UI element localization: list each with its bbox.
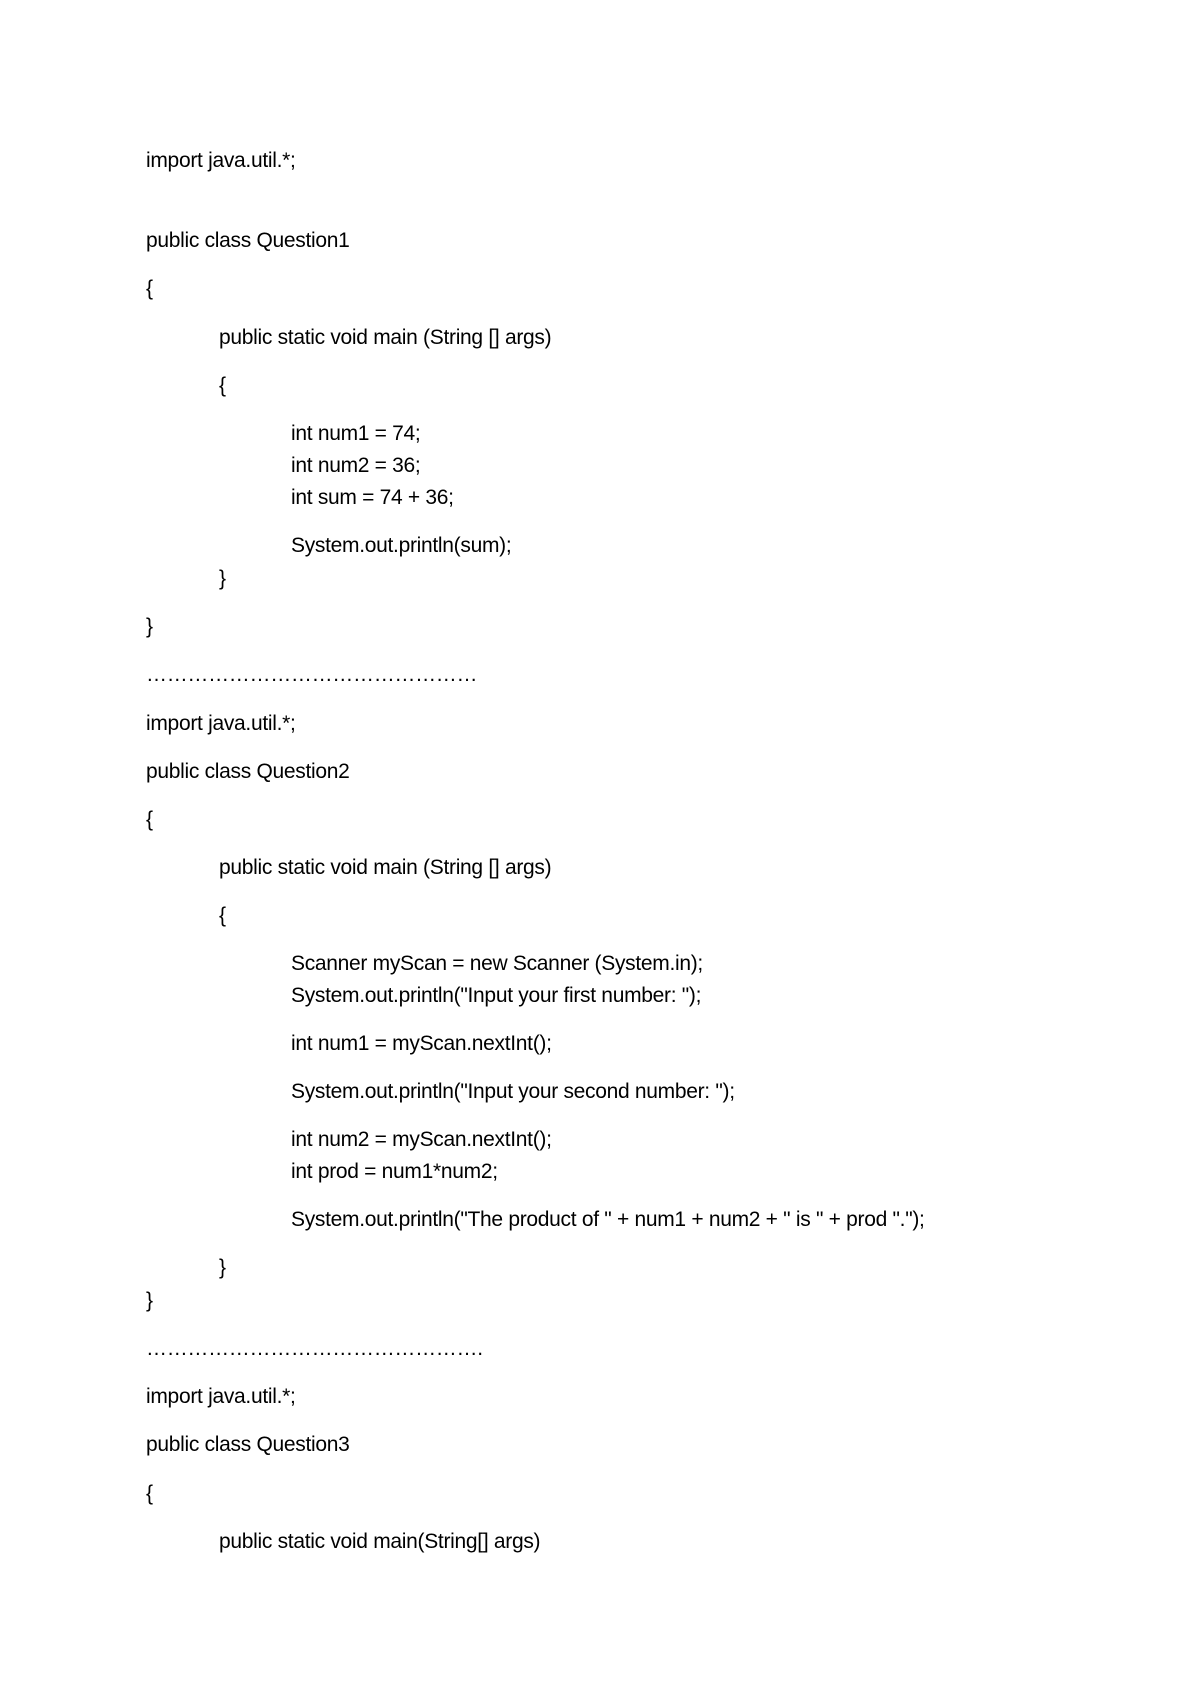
q3-import-line: import java.util.*; [146,1385,296,1408]
q1-import-line: import java.util.*; [146,149,296,172]
q1-code-line: int sum = 74 + 36; [291,486,454,509]
q2-import-line: import java.util.*; [146,712,296,735]
q3-main-declaration: public static void main(String[] args) [219,1530,541,1553]
q1-main-open-brace: { [219,374,226,397]
q1-class-close-brace: } [146,615,153,638]
q2-code-line: System.out.println("Input your first number: "); [291,984,702,1007]
q2-code-line: System.out.println("Input your second number: "); [291,1080,735,1103]
q2-main-declaration: public static void main (String [] args) [219,856,552,879]
q1-code-line: System.out.println(sum); [291,534,512,557]
q2-main-open-brace: { [219,904,226,927]
q1-code-line: int num2 = 36; [291,454,421,477]
q2-class-close-brace: } [146,1289,153,1312]
q2-class-open-brace: { [146,808,153,831]
q1-main-close-brace: } [219,567,226,590]
q3-class-declaration: public class Question3 [146,1433,350,1456]
q1-code-line: int num1 = 74; [291,422,421,445]
q2-main-close-brace: } [219,1256,226,1279]
q1-class-declaration: public class Question1 [146,229,350,252]
q1-class-open-brace: { [146,277,153,300]
separator-dots: …………………………………………. [146,1337,483,1360]
q2-code-line: int num1 = myScan.nextInt(); [291,1032,552,1055]
q2-code-line: System.out.println("The product of " + num1 + num2 + " is " + prod "."); [291,1208,925,1231]
q1-main-declaration: public static void main (String [] args) [219,326,552,349]
q2-code-line: int prod = num1*num2; [291,1160,498,1183]
q2-code-line: Scanner myScan = new Scanner (System.in); [291,952,703,975]
q3-class-open-brace: { [146,1482,153,1505]
q2-code-line: int num2 = myScan.nextInt(); [291,1128,552,1151]
separator-dots: ………………………………………… [146,663,478,686]
q2-class-declaration: public class Question2 [146,760,350,783]
